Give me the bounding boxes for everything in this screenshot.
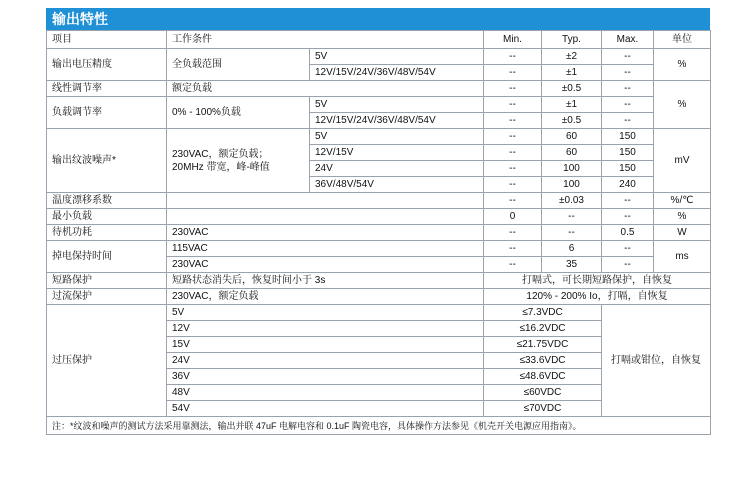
item-name: 短路保护 [47,273,167,289]
table-header [47,31,711,49]
table-row [47,193,711,209]
condition-line-2: 20MHz 带宽，峰-峰值 [172,161,270,173]
unit-value: % [654,49,711,81]
condition [167,209,484,225]
header-typ: Typ. [542,31,602,49]
footnote: 注：*纹波和噪声的测试方法采用靠测法，输出并联 47uF 电解电容和 0.1uF 陶瓷电容，具体操作方法参见《机壳开关电源应用指南》。 [47,417,711,435]
voltage-label: 36V/48V/54V [310,177,484,193]
unit-value: mV [654,129,711,193]
unit-value: % [654,81,711,129]
header-item: 项目 [47,31,167,49]
min-value: -- [484,81,542,97]
max-value: 150 [602,161,654,177]
max-value: -- [602,81,654,97]
header-min: Min. [484,31,542,49]
max-value: 240 [602,177,654,193]
typ-value: ±0.5 [542,81,602,97]
max-value: -- [602,241,654,257]
item-name: 待机功耗 [47,225,167,241]
typ-value: 100 [542,161,602,177]
condition: 230VAC [167,257,484,273]
condition: 全负载范围 [167,49,310,81]
condition: 230VAC [167,225,484,241]
header-condition: 工作条件 [167,31,484,49]
condition: 短路状态消失后，恢复时间小于 3s [167,273,484,289]
voltage-label: 5V [310,129,484,145]
typ-value: 35 [542,257,602,273]
max-value: 150 [602,129,654,145]
voltage-label: 12V/15V/24V/36V/48V/54V [310,65,484,81]
ovp-threshold: ≤60VDC [484,385,602,401]
min-value: -- [484,129,542,145]
voltage-label: 5V [310,49,484,65]
condition: 230VAC，额定负载 [167,289,484,305]
min-value: -- [484,177,542,193]
table-row [47,209,711,225]
voltage-label: 12V [167,321,484,337]
unit-value: ms [654,241,711,273]
table-row [47,273,711,289]
condition [167,129,310,193]
table-row [47,49,711,65]
ovp-threshold: ≤7.3VDC [484,305,602,321]
item-name: 过压保护 [47,305,167,417]
table-row [47,97,711,113]
voltage-label: 5V [167,305,484,321]
min-value: 0 [484,209,542,225]
max-value: -- [602,97,654,113]
voltage-label: 15V [167,337,484,353]
item-name: 线性调节率 [47,81,167,97]
max-value: -- [602,113,654,129]
max-value: -- [602,257,654,273]
condition: 0% - 100%负载 [167,97,310,129]
header-unit: 单位 [654,31,711,49]
table-row [47,81,711,97]
table-row [47,129,711,145]
typ-value: -- [542,225,602,241]
max-value: -- [602,209,654,225]
voltage-label: 36V [167,369,484,385]
ovp-threshold: ≤33.6VDC [484,353,602,369]
typ-value: ±1 [542,65,602,81]
unit-value: %/℃ [654,193,711,209]
footnote-row [47,417,711,435]
voltage-label: 48V [167,385,484,401]
protection-value: 120% - 200% Io，打嗝，自恢复 [484,289,711,305]
ovp-threshold: ≤70VDC [484,401,602,417]
min-value: -- [484,161,542,177]
voltage-label: 12V/15V [310,145,484,161]
max-value: 150 [602,145,654,161]
unit-value: % [654,209,711,225]
item-name: 负载调节率 [47,97,167,129]
max-value: -- [602,65,654,81]
typ-value: -- [542,209,602,225]
min-value: -- [484,225,542,241]
min-value: -- [484,49,542,65]
min-value: -- [484,113,542,129]
condition: 115VAC [167,241,484,257]
max-value: -- [602,49,654,65]
min-value: -- [484,241,542,257]
item-name: 最小负载 [47,209,167,225]
min-value: -- [484,257,542,273]
spec-table [46,30,711,435]
voltage-label: 5V [310,97,484,113]
unit-value: W [654,225,711,241]
table-row [47,225,711,241]
voltage-label: 54V [167,401,484,417]
item-name: 输出纹波噪声* [47,129,167,193]
protection-value: 打嗝式，可长期短路保护，自恢复 [484,273,711,289]
item-name: 过流保护 [47,289,167,305]
output-characteristics-section [46,8,710,435]
ovp-mode: 打嗝或钳位，自恢复 [602,305,711,417]
table-row [47,289,711,305]
ovp-threshold: ≤21.75VDC [484,337,602,353]
max-value: -- [602,193,654,209]
header-max: Max. [602,31,654,49]
condition [167,193,484,209]
min-value: -- [484,193,542,209]
ovp-threshold: ≤48.6VDC [484,369,602,385]
table-row [47,241,711,257]
min-value: -- [484,97,542,113]
table-row [47,305,711,321]
voltage-label: 24V [310,161,484,177]
section-title: 输出特性 [46,8,710,30]
typ-value: 60 [542,145,602,161]
voltage-label: 12V/15V/24V/36V/48V/54V [310,113,484,129]
condition: 额定负载 [167,81,484,97]
min-value: -- [484,145,542,161]
typ-value: 100 [542,177,602,193]
typ-value: ±0.03 [542,193,602,209]
item-name: 输出电压精度 [47,49,167,81]
typ-value: ±0.5 [542,113,602,129]
item-name: 掉电保持时间 [47,241,167,273]
item-name: 温度漂移系数 [47,193,167,209]
typ-value: ±1 [542,97,602,113]
condition-line-1: 230VAC，额定负载； [172,148,269,160]
max-value: 0.5 [602,225,654,241]
voltage-label: 24V [167,353,484,369]
min-value: -- [484,65,542,81]
typ-value: ±2 [542,49,602,65]
typ-value: 6 [542,241,602,257]
typ-value: 60 [542,129,602,145]
ovp-threshold: ≤16.2VDC [484,321,602,337]
